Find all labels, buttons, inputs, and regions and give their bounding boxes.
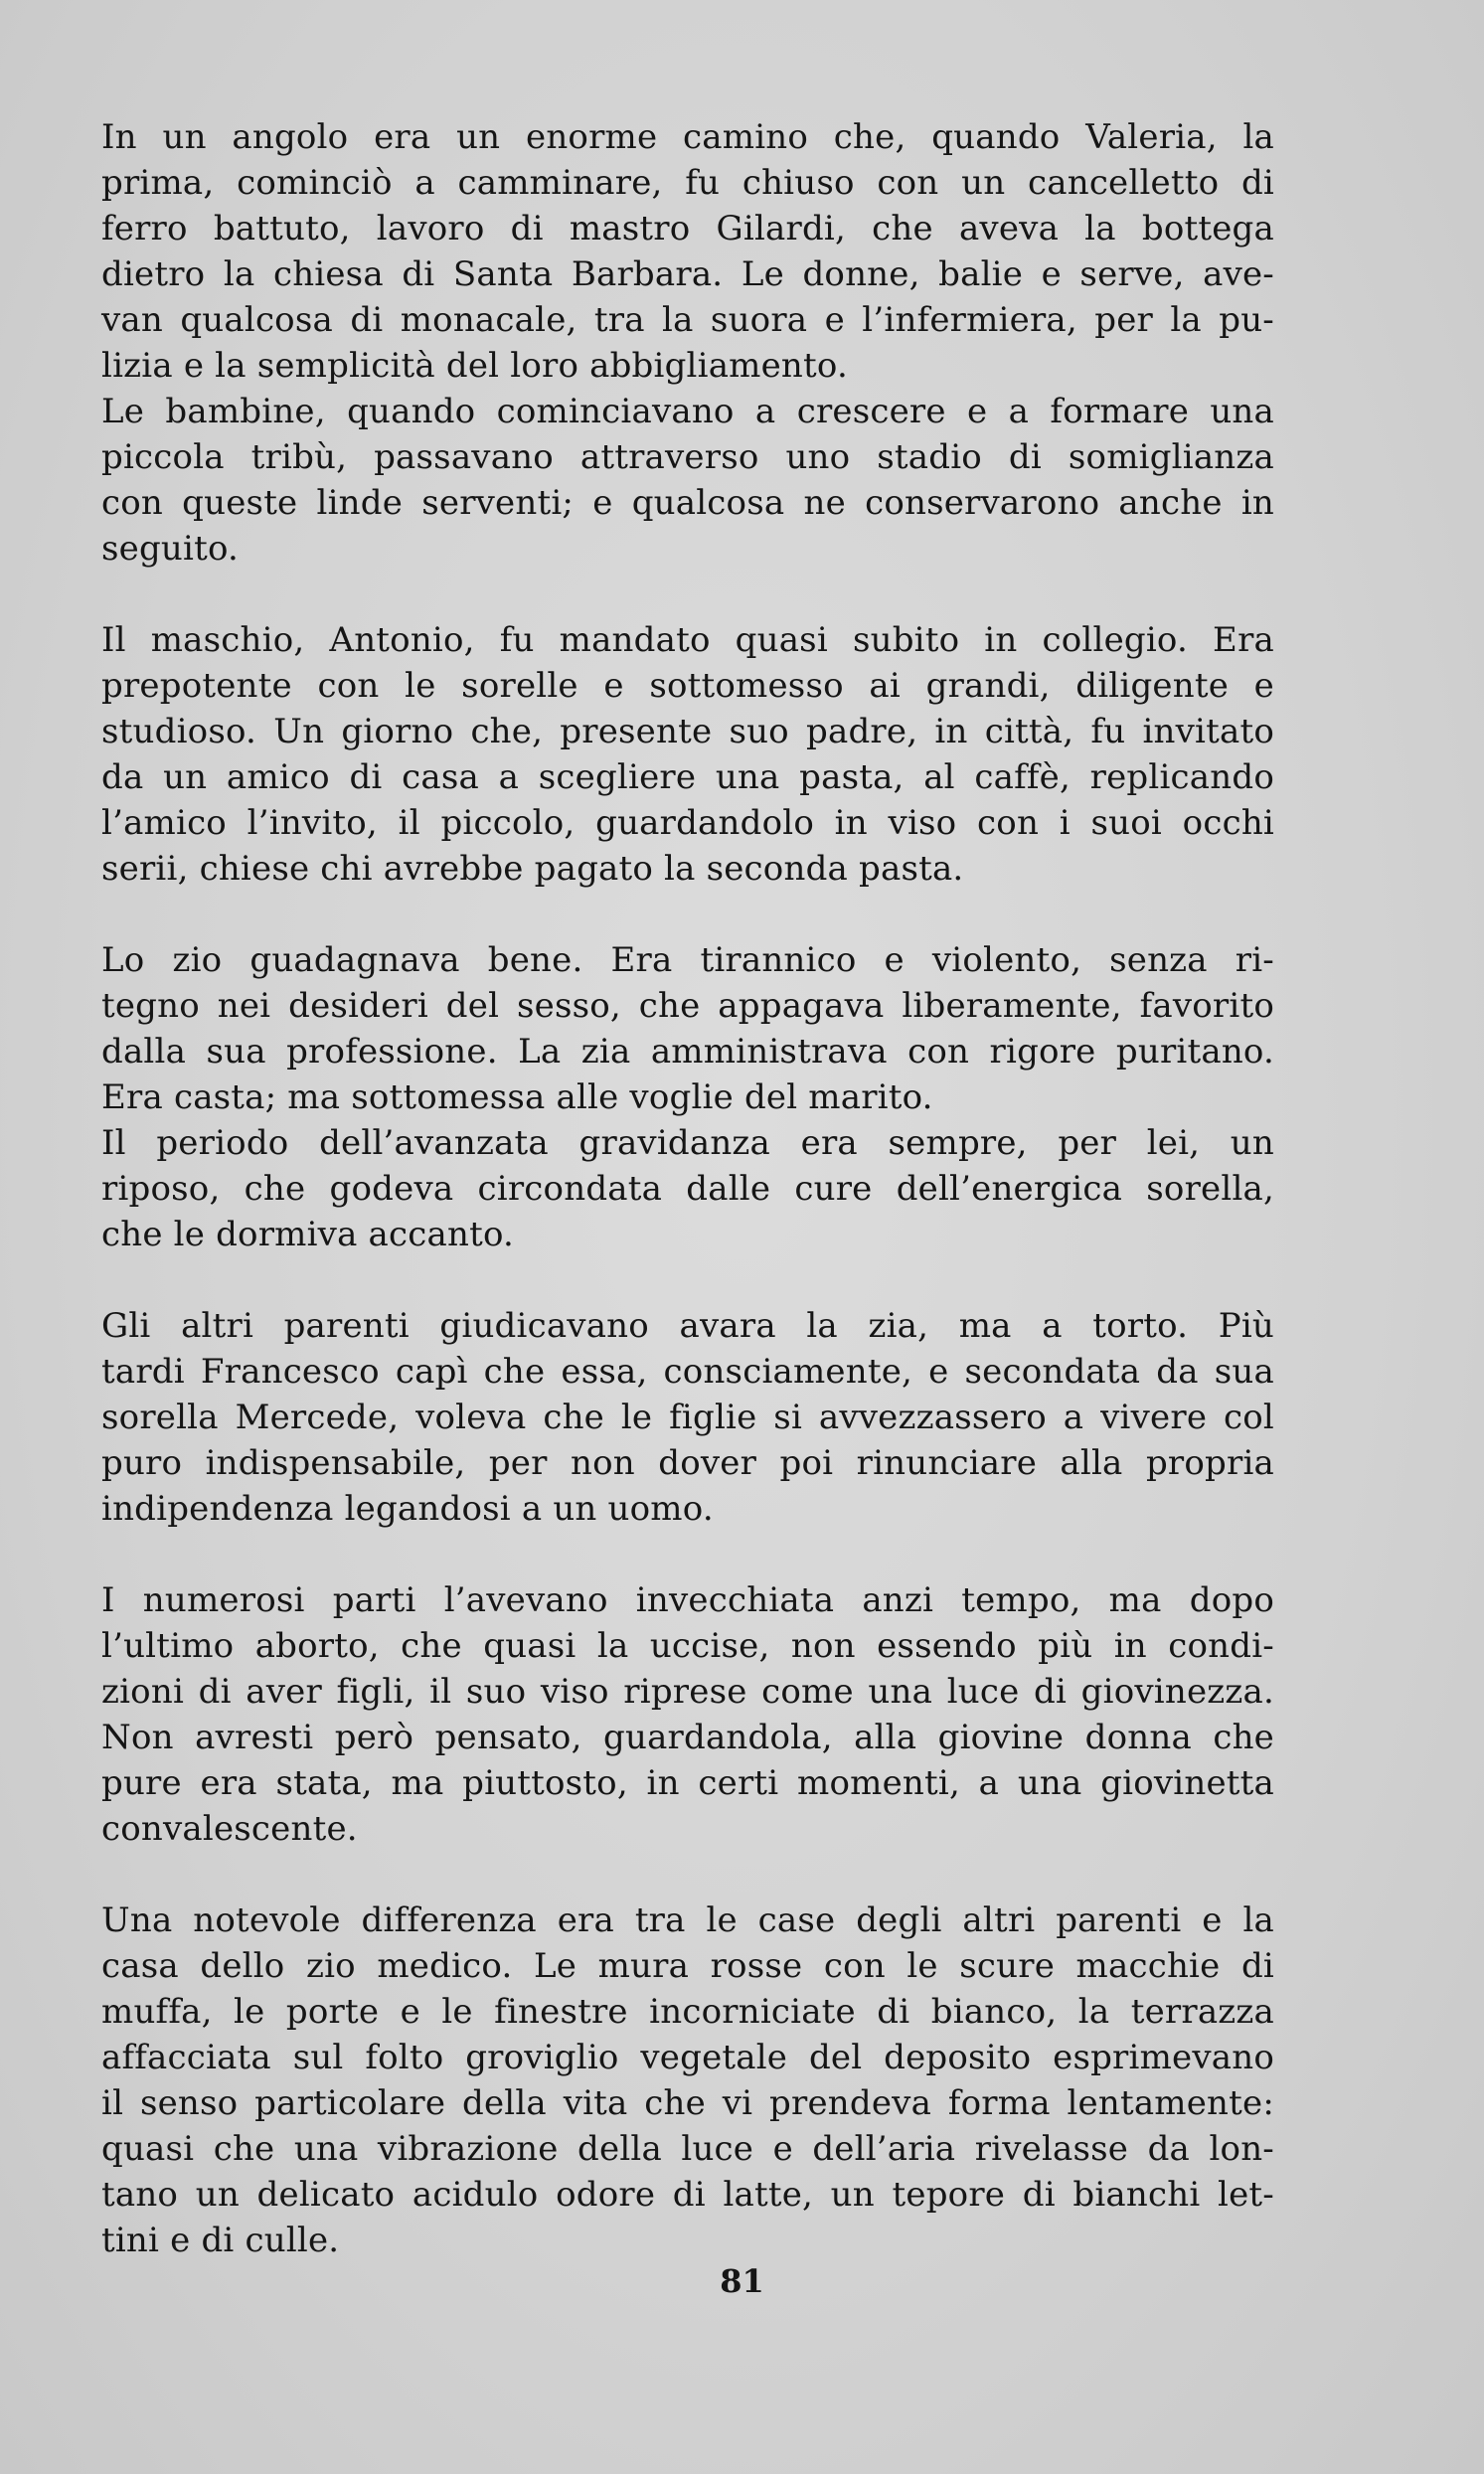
- text-line: indipendenza legandosi a un uomo.: [101, 1489, 714, 1529]
- text-line: Il maschio, Antonio, fu mandato quasi subito in collegio. Era: [101, 620, 1274, 660]
- text-line: Non avresti però pensato, guardandola, alla giovine donna che: [101, 1718, 1274, 1757]
- paragraph-gap: [101, 572, 1274, 617]
- text-line: dietro la chiesa di Santa Barbara. Le donne, balie e serve, ave-: [101, 254, 1274, 294]
- text-line: tini e di culle.: [101, 2221, 340, 2260]
- text-line: da un amico di casa a scegliere una pasta, al caffè, replicando: [101, 757, 1274, 797]
- paragraph-gap: [101, 1257, 1274, 1303]
- text-line: l’ultimo aborto, che quasi la uccise, non essendo più in condi-: [101, 1626, 1274, 1666]
- paragraph: [101, 617, 1274, 892]
- text-line: affacciata sul folto groviglio vegetale del deposito esprimevano: [101, 2038, 1274, 2077]
- text-line: seguito.: [101, 529, 240, 569]
- paragraph: [101, 1120, 1274, 1257]
- text-line: lizia e la semplicità del loro abbigliamento.: [101, 346, 848, 386]
- text-line: ferro battuto, lavoro di mastro Gilardi, che aveva la bottega: [101, 209, 1274, 248]
- body-text: [101, 114, 1274, 2263]
- text-line: muffa, le porte e le finestre incorniciate di bianco, la terrazza: [101, 1992, 1274, 2032]
- text-line: pure era stata, ma piuttosto, in certi momenti, a una giovinetta: [101, 1763, 1274, 1803]
- text-line: casa dello zio medico. Le mura rosse con le scure macchie di: [101, 1946, 1274, 1986]
- paragraph: [101, 1897, 1274, 2263]
- paragraph: [101, 1577, 1274, 1852]
- text-line: prepotente con le sorelle e sottomesso ai grandi, diligente e: [101, 666, 1274, 706]
- text-line: In un angolo era un enorme camino che, quando Valeria, la: [101, 117, 1274, 157]
- text-line: Le bambine, quando cominciavano a crescere e a formare una: [101, 392, 1274, 431]
- text-line: Una notevole differenza era tra le case degli altri parenti e la: [101, 1900, 1274, 1940]
- text-line: Gli altri parenti giudicavano avara la zia, ma a torto. Più: [101, 1306, 1274, 1346]
- text-line: studioso. Un giorno che, presente suo padre, in città, fu invitato: [101, 712, 1274, 751]
- paragraph: [101, 389, 1274, 572]
- text-line: riposo, che godeva circondata dalle cure dell’energica sorella,: [101, 1169, 1274, 1209]
- text-line: Era casta; ma sottomessa alle voglie del marito.: [101, 1077, 933, 1117]
- text-line: van qualcosa di monacale, tra la suora e l’infermiera, per la pu-: [101, 300, 1274, 340]
- text-line: tardi Francesco capì che essa, consciamente, e secondata da sua: [101, 1352, 1274, 1392]
- text-line: che le dormiva accanto.: [101, 1215, 515, 1254]
- text-line: l’amico l’invito, il piccolo, guardandolo in viso con i suoi occhi: [101, 803, 1274, 843]
- text-line: tegno nei desideri del sesso, che appagava liberamente, favorito: [101, 986, 1274, 1026]
- text-line: dalla sua professione. La zia amministrava con rigore puritano.: [101, 1032, 1274, 1072]
- text-line: prima, cominciò a camminare, fu chiuso con un cancelletto di: [101, 163, 1274, 203]
- text-line: piccola tribù, passavano attraverso uno stadio di somiglianza: [101, 437, 1274, 477]
- paragraph: [101, 937, 1274, 1120]
- text-line: puro indispensabile, per non dover poi rinunciare alla propria: [101, 1443, 1274, 1483]
- text-line: Il periodo dell’avanzata gravidanza era sempre, per lei, un: [101, 1123, 1274, 1163]
- text-line: I numerosi parti l’avevano invecchiata anzi tempo, ma dopo: [101, 1580, 1274, 1620]
- text-line: il senso particolare della vita che vi prendeva forma lentamente:: [101, 2083, 1274, 2123]
- page-number: 81: [720, 2262, 764, 2300]
- text-line: convalescente.: [101, 1809, 358, 1849]
- text-line: tano un delicato acidulo odore di latte, un tepore di bianchi let-: [101, 2175, 1274, 2215]
- text-line: con queste linde serventi; e qualcosa ne conservarono anche in: [101, 483, 1274, 523]
- paragraph-gap: [101, 1852, 1274, 1897]
- paragraph: [101, 114, 1274, 389]
- text-line: zioni di aver figli, il suo viso riprese come una luce di giovinezza.: [101, 1672, 1274, 1712]
- text-line: Lo zio guadagnava bene. Era tirannico e violento, senza ri-: [101, 940, 1274, 980]
- paragraph-gap: [101, 892, 1274, 937]
- paragraph-gap: [101, 1532, 1274, 1577]
- paragraph: [101, 1303, 1274, 1532]
- text-line: quasi che una vibrazione della luce e dell’aria rivelasse da lon-: [101, 2129, 1274, 2169]
- text-line: sorella Mercede, voleva che le figlie si avvezzassero a vivere col: [101, 1398, 1274, 1437]
- text-line: serii, chiese chi avrebbe pagato la seconda pasta.: [101, 849, 964, 889]
